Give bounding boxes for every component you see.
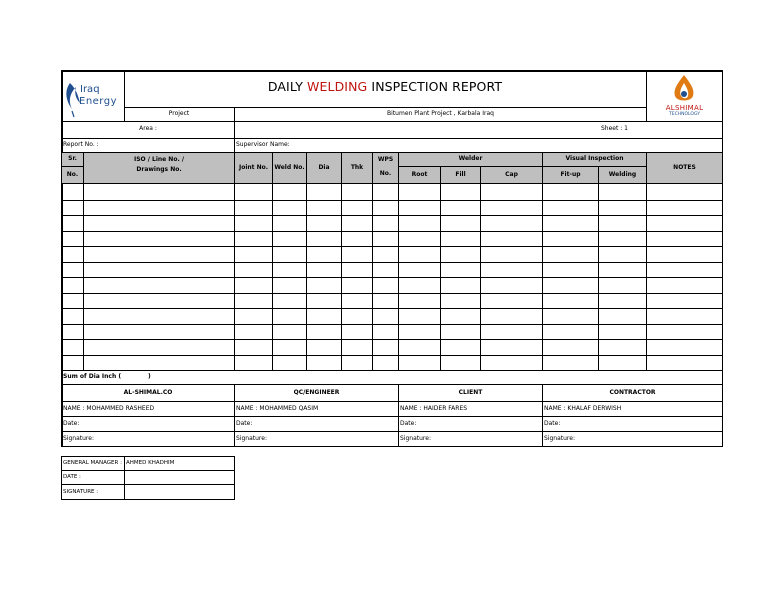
area-label: Area : <box>139 125 157 133</box>
project-label: Project <box>168 110 190 118</box>
grid-row-line <box>61 231 723 232</box>
party-title-alshimal: AL-SHIMAL.CO <box>123 388 173 396</box>
col-root: Root <box>411 170 428 178</box>
gm-vline-right <box>234 456 235 500</box>
party-title-contractor: CONTRACTOR <box>609 388 656 396</box>
logo-text-line1: Iraq <box>80 84 100 95</box>
col-welding: Welding <box>608 170 637 178</box>
logo-brand-name: ALSHIMAL <box>665 104 704 112</box>
parties-vline-2 <box>398 384 399 447</box>
col-iso-line2: Drawings No. <box>136 165 182 173</box>
grid-row-line <box>61 355 723 356</box>
col-joint: Joint No. <box>238 163 269 171</box>
gm-date: DATE : <box>63 474 81 481</box>
area-divider <box>234 121 235 138</box>
logo-brand-sub: TECHNOLOGY <box>669 112 700 117</box>
col-cap: Cap <box>505 170 518 178</box>
grid-column-line <box>398 152 399 370</box>
title-part-daily: DAILY <box>267 79 308 94</box>
grid-row-line <box>61 277 723 278</box>
col-fitup: Fit-up <box>560 170 581 178</box>
grid-column-line <box>372 152 373 370</box>
col-thk: Thk <box>350 163 364 171</box>
project-value: Bitumen Plant Project , Karbala Iraq <box>387 110 494 118</box>
grid-column-line <box>83 152 84 370</box>
gm-vline-left <box>61 456 62 500</box>
drop-flame-icon <box>647 71 722 107</box>
grid-row-line <box>61 308 723 309</box>
parties-line-2 <box>61 416 723 417</box>
party-date-client: Date: <box>400 419 417 427</box>
grid-column-line <box>234 152 235 370</box>
grid-column-line <box>646 152 647 370</box>
col-wps-bottom: No. <box>379 169 392 177</box>
grid-column-line <box>542 152 543 370</box>
sum-dia-label: Sum of Dia Inch ( <box>63 373 122 381</box>
col-fill: Fill <box>455 170 466 178</box>
gm-line-bottom <box>61 499 235 500</box>
grid-row-line <box>61 246 723 247</box>
title-part-welding: WELDING <box>307 79 368 94</box>
frame-top <box>61 70 723 72</box>
col-weld: Weld No. <box>274 163 305 171</box>
col-iso-line1: ISO / Line No. / <box>133 155 185 163</box>
party-signature-contractor: Signature: <box>544 434 575 442</box>
page-title <box>125 79 645 94</box>
grid-row-line <box>61 215 723 216</box>
party-date-contractor: Date: <box>544 419 561 427</box>
col-sr-bottom: No. <box>66 170 79 178</box>
report-divider <box>234 138 235 152</box>
sum-row-top <box>61 370 723 371</box>
sum-dia-close: ) <box>148 373 151 381</box>
col-notes: NOTES <box>673 163 696 171</box>
party-name-client: NAME : HAIDER FARES <box>400 404 468 412</box>
col-dia: Dia <box>318 163 330 171</box>
col-wps-top: WPS <box>377 156 394 164</box>
parties-line-3 <box>61 431 723 432</box>
party-title-client: CLIENT <box>458 388 483 396</box>
alshimal-logo <box>647 71 722 121</box>
grid-column-line <box>272 152 273 370</box>
sheet-label: Sheet : 1 <box>601 125 628 133</box>
gm-value: AHMED KHADHIM <box>126 460 175 467</box>
party-signature-qc: Signature: <box>236 434 267 442</box>
parties-line-4 <box>61 446 723 447</box>
party-signature-client: Signature: <box>400 434 431 442</box>
grid-row-line <box>61 324 723 325</box>
party-name-qc: NAME : MOHAMMED QASIM <box>236 404 319 412</box>
col-sr-top: Sr. <box>68 155 77 163</box>
supervisor-label: Supervisor Name: <box>236 141 290 149</box>
col-header-bottom <box>61 183 723 184</box>
party-date-alshimal: Date: <box>63 419 80 427</box>
parties-line-1 <box>61 401 723 402</box>
title-part-report: INSPECTION REPORT <box>367 79 503 94</box>
logo-text-line2: Energy <box>79 96 118 107</box>
parties-vline-3 <box>542 384 543 447</box>
grid-row-line <box>61 262 723 263</box>
party-title-qc: QC/ENGINEER <box>293 388 340 396</box>
col-visual-inspection: Visual Inspection <box>565 155 624 163</box>
party-name-contractor: NAME : KHALAF DERWISH <box>544 404 622 412</box>
grid-column-line <box>306 152 307 370</box>
report-no-label: Report No. : <box>63 141 99 149</box>
grid-row-line <box>61 293 723 294</box>
parties-vline-1 <box>234 384 235 447</box>
col-welder: Welder <box>458 155 483 163</box>
gm-label: GENERAL MANAGER : <box>63 460 122 467</box>
party-name-alshimal: NAME : MOHAMMED RASHEED <box>63 404 155 412</box>
party-date-qc: Date: <box>236 419 253 427</box>
iraq-energy-logo <box>62 71 124 121</box>
grid-row-line <box>61 339 723 340</box>
grid-row-line <box>61 200 723 201</box>
gm-signature: SIGNATURE : <box>63 488 99 495</box>
party-signature-alshimal: Signature: <box>63 434 94 442</box>
grid-column-line <box>341 152 342 370</box>
